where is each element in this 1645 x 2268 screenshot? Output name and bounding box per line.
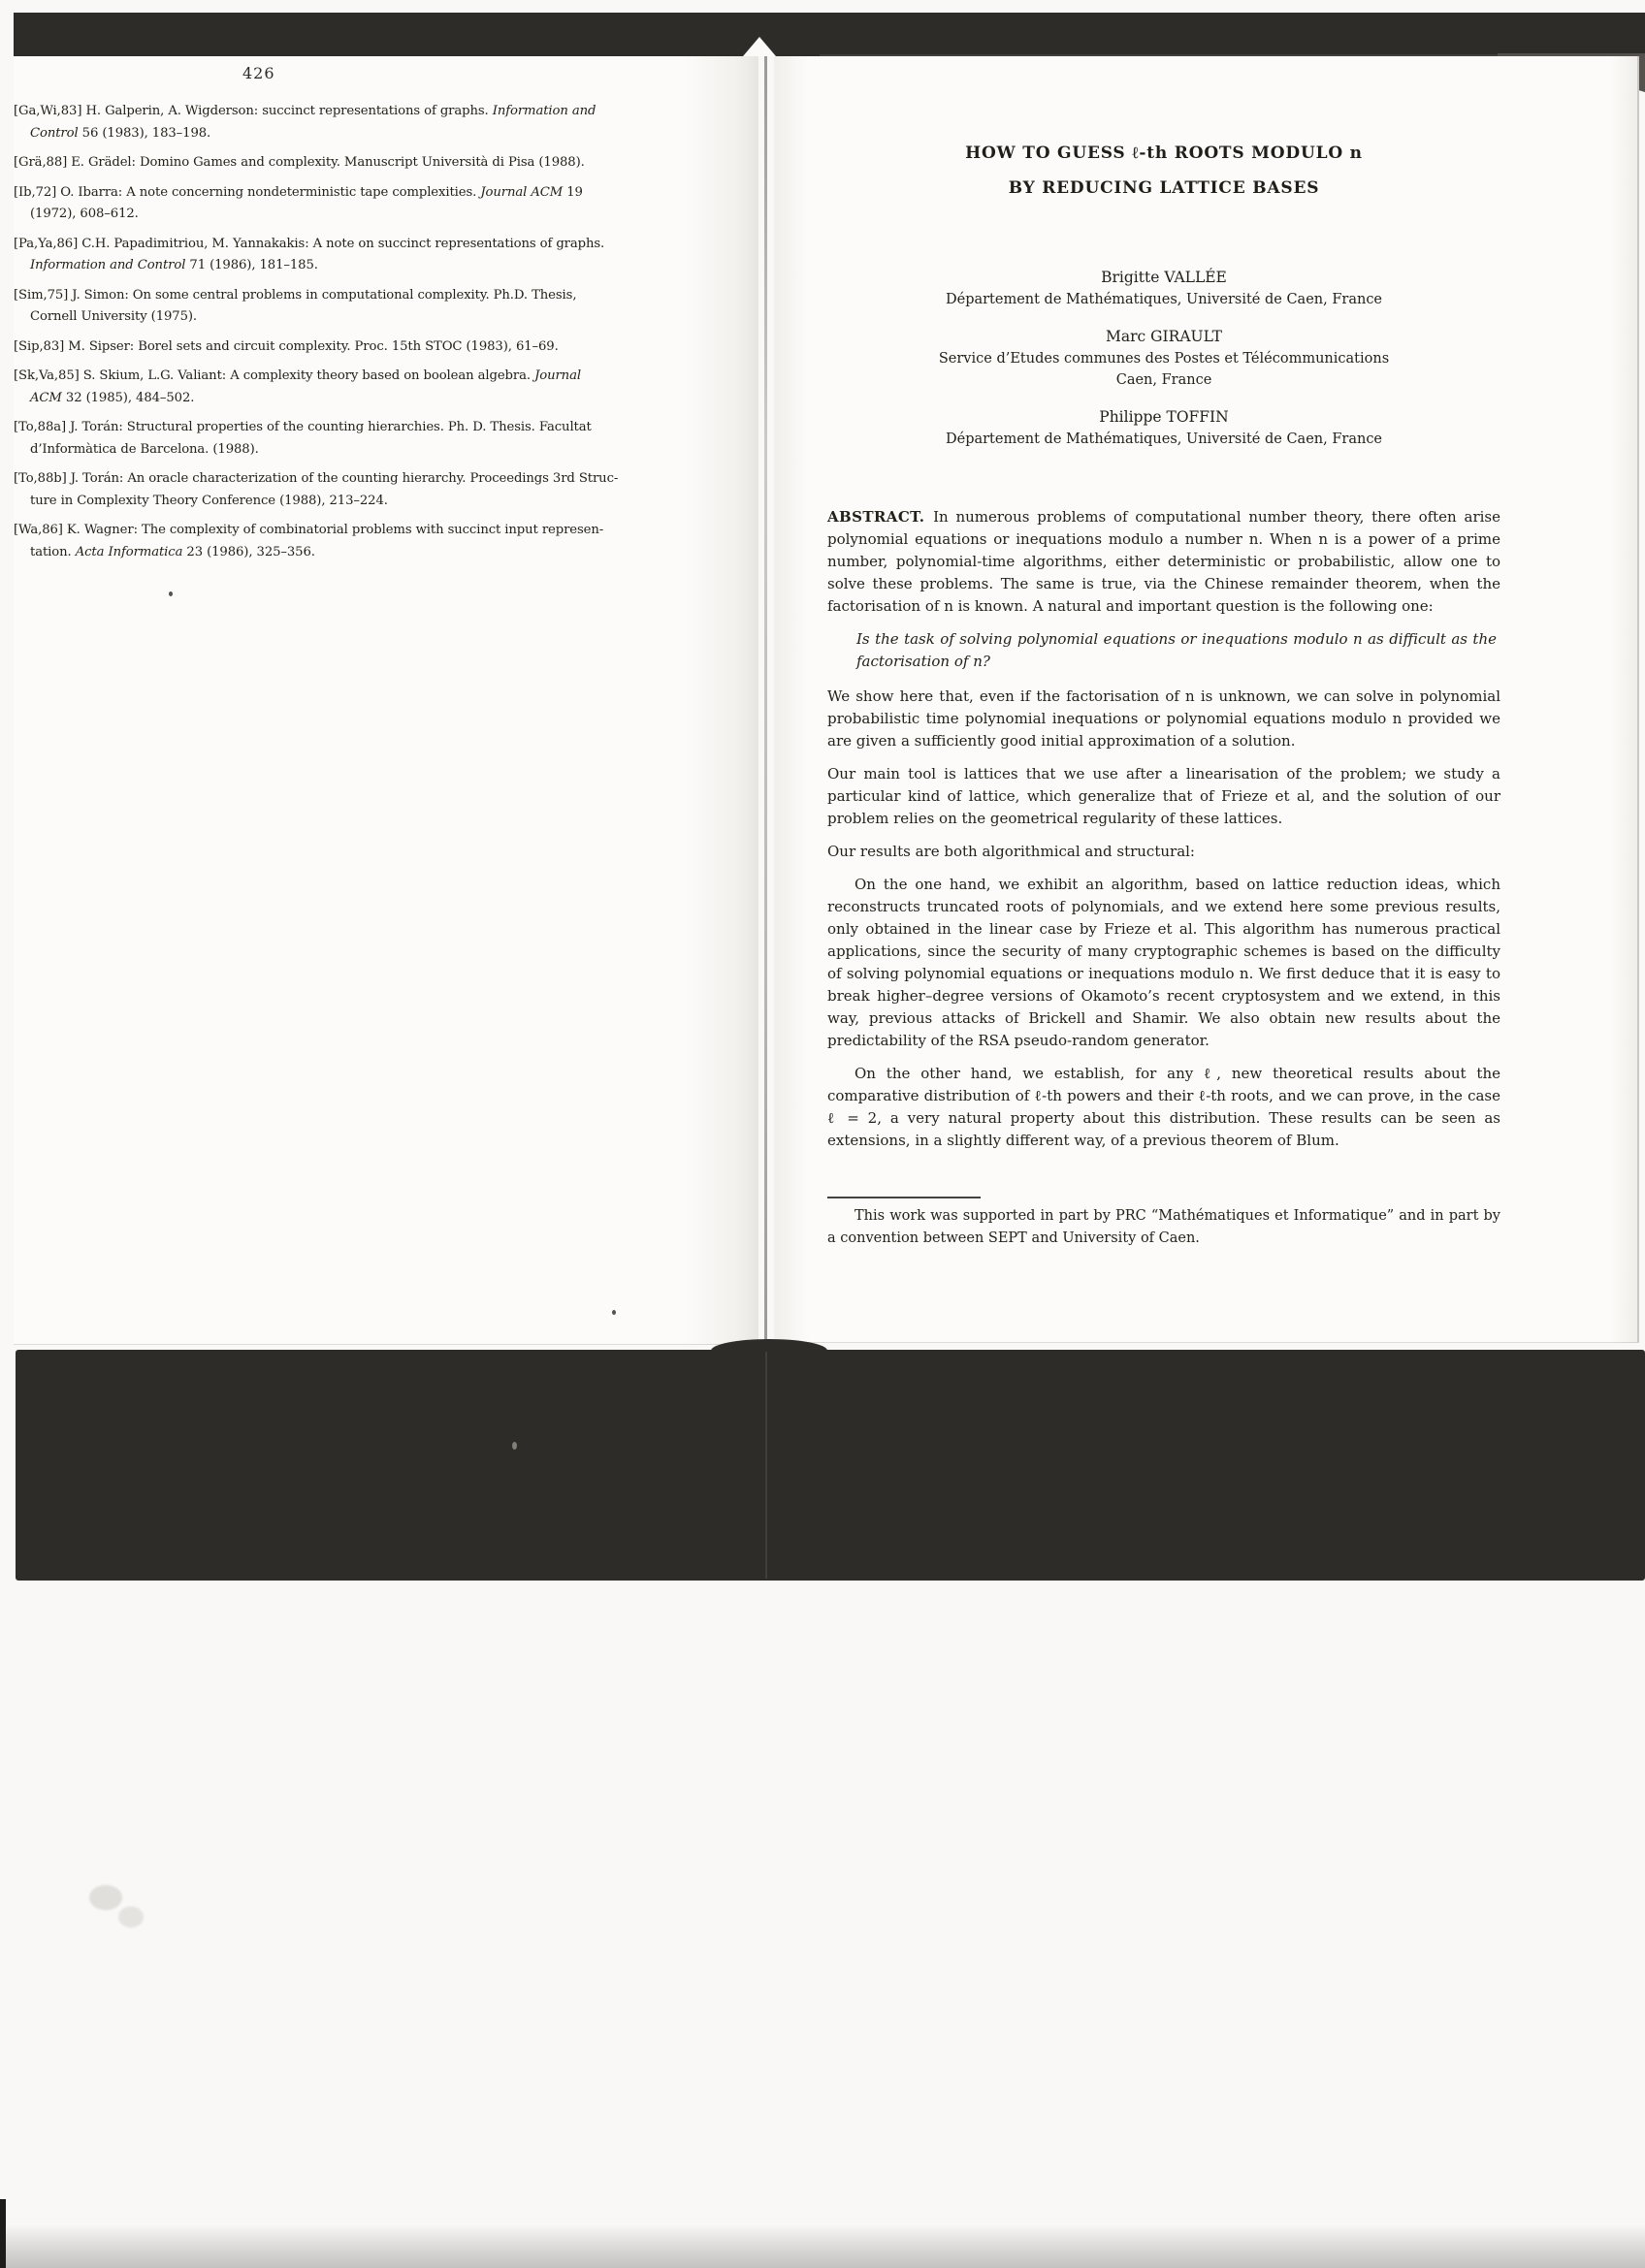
text-run: [Sip,83] M. Sipser: Borel sets and circuit complexity. Proc. 15th STOC (1983), 61–69. xyxy=(14,338,559,354)
right-page xyxy=(774,56,1639,1343)
reference-line xyxy=(14,152,615,175)
author-block xyxy=(827,325,1500,391)
reference-line xyxy=(14,542,615,564)
reference-line xyxy=(14,204,615,226)
text-run: (1972), 608–612. xyxy=(30,207,139,221)
reference-line xyxy=(14,255,615,277)
text-run: [Ga,Wi,83] H. Galperin, A. Wigderson: succinct representations of graphs. xyxy=(14,104,493,118)
book-bottom-edge xyxy=(16,1350,1645,1581)
abstract-paragraph: On the one hand, we exhibit an algorithm, based on lattice reduction ideas, which reconstructs truncated roots of polynomials, and we extend here some previous results, only obtained in the linear case by Frieze et al. This algorithm has numerous practical applications, since the security of many cryptographic schemes is based on the difficulty of solving polynomial equations or inequations modulo n. We first deduce that it is easy to break higher–degree versions of Okamoto’s recent cryptosystem and we extend, in this way, previous attacks of Brickell and Shamir. We also obtain new results about the predictability of the RSA pseudo-random generator. xyxy=(827,876,1500,1049)
right-page-content xyxy=(827,56,1500,1250)
reference-line xyxy=(14,336,615,359)
reference-entry xyxy=(14,152,615,175)
author-affiliation: Service d’Etudes communes des Postes et Télécommunications xyxy=(938,351,1390,367)
text-run: ACM xyxy=(30,390,62,405)
text-run: [To,88b] J. Torán: An oracle characterization of the counting hierarchy. Proceedings 3rd Struc- xyxy=(14,471,619,486)
abstract-paragraph: Our main tool is lattices that we use after a linearisation of the problem; we study a particular kind of lattice, which generalize that of Frieze et al, and the solution of our problem relies on the geometrical regularity of these lattices. xyxy=(827,765,1500,827)
reference-line xyxy=(14,234,615,256)
reference-line xyxy=(14,468,619,491)
references-list xyxy=(14,101,619,571)
page-fold xyxy=(764,56,767,1344)
text-run: [Wa,86] K. Wagner: The complexity of combinatorial problems with succinct input represen- xyxy=(14,523,604,537)
abstract-section xyxy=(827,506,1500,1152)
reference-line xyxy=(14,520,615,542)
text-run: 56 (1983), 183–198. xyxy=(78,125,211,141)
spine-notch xyxy=(743,37,776,56)
scan-speck xyxy=(169,591,173,596)
reference-entry xyxy=(14,366,615,409)
abstract-paragraph: We show here that, even if the factorisation of n is unknown, we can solve in polynomial probabilistic time polynomial inequations or polynomial equations modulo n provided we are given a sufficiently good initial approximation of a solution. xyxy=(827,687,1500,750)
text-run: Control xyxy=(30,125,79,141)
author-name: Brigitte VALLÉE xyxy=(1101,269,1227,286)
scan-speck xyxy=(612,1310,616,1315)
text-run: [Sim,75] J. Simon: On some central problems in computational complexity. Ph.D. Thesis, xyxy=(14,287,577,303)
scan-smudge xyxy=(89,1885,122,1910)
text-run: [Sk,Va,85] S. Skium, L.G. Valiant: A complexity theory based on boolean algebra. xyxy=(14,368,535,383)
author-block xyxy=(827,405,1500,450)
author-name: Philippe TOFFIN xyxy=(1099,408,1229,426)
text-run: tation. xyxy=(30,544,76,559)
text-run: 19 xyxy=(563,184,583,200)
scan-left-edge xyxy=(0,2199,6,2268)
reference-entry xyxy=(14,336,615,359)
reference-line xyxy=(14,101,615,123)
left-page xyxy=(14,56,758,1345)
reference-line xyxy=(14,306,615,329)
reference-entry xyxy=(14,468,619,512)
text-run: Journal ACM xyxy=(480,184,564,200)
text-run: Information and xyxy=(492,104,597,118)
scan-smudge xyxy=(118,1906,144,1928)
text-run: Information and Control xyxy=(30,258,186,272)
abstract-label: ABSTRACT. xyxy=(827,508,934,526)
reference-entry xyxy=(14,285,615,329)
paper-title-line1: HOW TO GUESS ℓ-th ROOTS MODULO n xyxy=(965,144,1363,163)
text-run: Acta Informatica xyxy=(75,544,183,559)
reference-line xyxy=(14,439,615,462)
book-top-edge xyxy=(14,13,1645,56)
text-run: d’Informàtica de Barcelona. (1988). xyxy=(30,441,259,457)
text-run: 23 (1986), 325–356. xyxy=(182,544,315,559)
text-run: [To,88a] J. Torán: Structural properties of the counting hierarchies. Ph. D. Thesis. Facultat xyxy=(14,420,592,434)
reference-entry xyxy=(14,101,615,144)
reference-line xyxy=(14,285,615,307)
author-affiliation: Département de Mathématiques, Université de Caen, France xyxy=(945,431,1383,447)
text-run: 32 (1985), 484–502. xyxy=(61,390,195,405)
reference-entry xyxy=(14,520,615,563)
reference-line xyxy=(14,182,615,205)
text-run: 71 (1986), 181–185. xyxy=(185,258,318,272)
authors-block xyxy=(827,266,1500,450)
text-run: [Pa,Ya,86] C.H. Papadimitriou, M. Yannakakis: A note on succinct representations of graphs. xyxy=(14,236,605,251)
author-block xyxy=(827,266,1500,310)
reference-line xyxy=(14,417,615,439)
text-run: [Grä,88] E. Grädel: Domino Games and complexity. Manuscript Università di Pisa (1988). xyxy=(14,155,585,170)
abstract-paragraph: On the other hand, we establish, for any ℓ, new theoretical results about the comparative distribution of ℓ-th powers and their ℓ-th roots, and we can prove, in the case ℓ = 2, a very natural property about this distribution. These results can be seen as extensions, in a slightly different way, of a previous theorem of Blum. xyxy=(827,1065,1500,1149)
reference-line xyxy=(14,123,615,145)
scan-speck xyxy=(512,1442,517,1450)
paper-title-line2: BY REDUCING LATTICE BASES xyxy=(1008,178,1320,198)
abstract-paragraph: ABSTRACT. In numerous problems of computational number theory, there often arise polynomial equations or inequations modulo a number n. When n is a power of a prime number, polynomial-time algorithms, either deterministic or probabilistic, allow one to solve these problems. The same is true, via the Chinese remainder theorem, when the factorisation of n is known. A natural and important question is the following one: xyxy=(827,508,1500,615)
footnote-rule xyxy=(827,1197,981,1198)
text-run: [Ib,72] O. Ibarra: A note concerning nondeterministic tape complexities. xyxy=(14,184,481,200)
abstract-paragraph: Our results are both algorithmical and structural: xyxy=(827,843,1195,860)
reference-line xyxy=(14,366,615,388)
scanner-bottom-strip xyxy=(0,2225,1645,2268)
author-affiliation: Caen, France xyxy=(1115,372,1212,388)
reference-entry xyxy=(14,417,615,461)
text-run: ture in Complexity Theory Conference (1988), 213–224. xyxy=(30,493,388,508)
author-affiliation: Département de Mathématiques, Université de Caen, France xyxy=(945,292,1383,307)
text-run: Journal xyxy=(534,368,581,383)
author-name: Marc GIRAULT xyxy=(1106,328,1222,345)
reference-entry xyxy=(14,234,615,277)
bottom-band-foldline xyxy=(765,1352,767,1579)
reference-line xyxy=(14,388,615,410)
text-run: Cornell University (1975). xyxy=(30,309,198,324)
reference-line xyxy=(14,491,615,513)
abstract-paragraph: Is the task of solving polynomial equations or inequations modulo n as difficult as the factorisation of n? xyxy=(856,630,1497,670)
reference-entry xyxy=(14,182,615,226)
page-number: 426 xyxy=(242,64,275,82)
footnote-text: This work was supported in part by PRC “Mathématiques et Informatique” and in part by a convention between SEPT and University of Caen. xyxy=(827,1208,1500,1246)
paper-title xyxy=(827,136,1500,206)
